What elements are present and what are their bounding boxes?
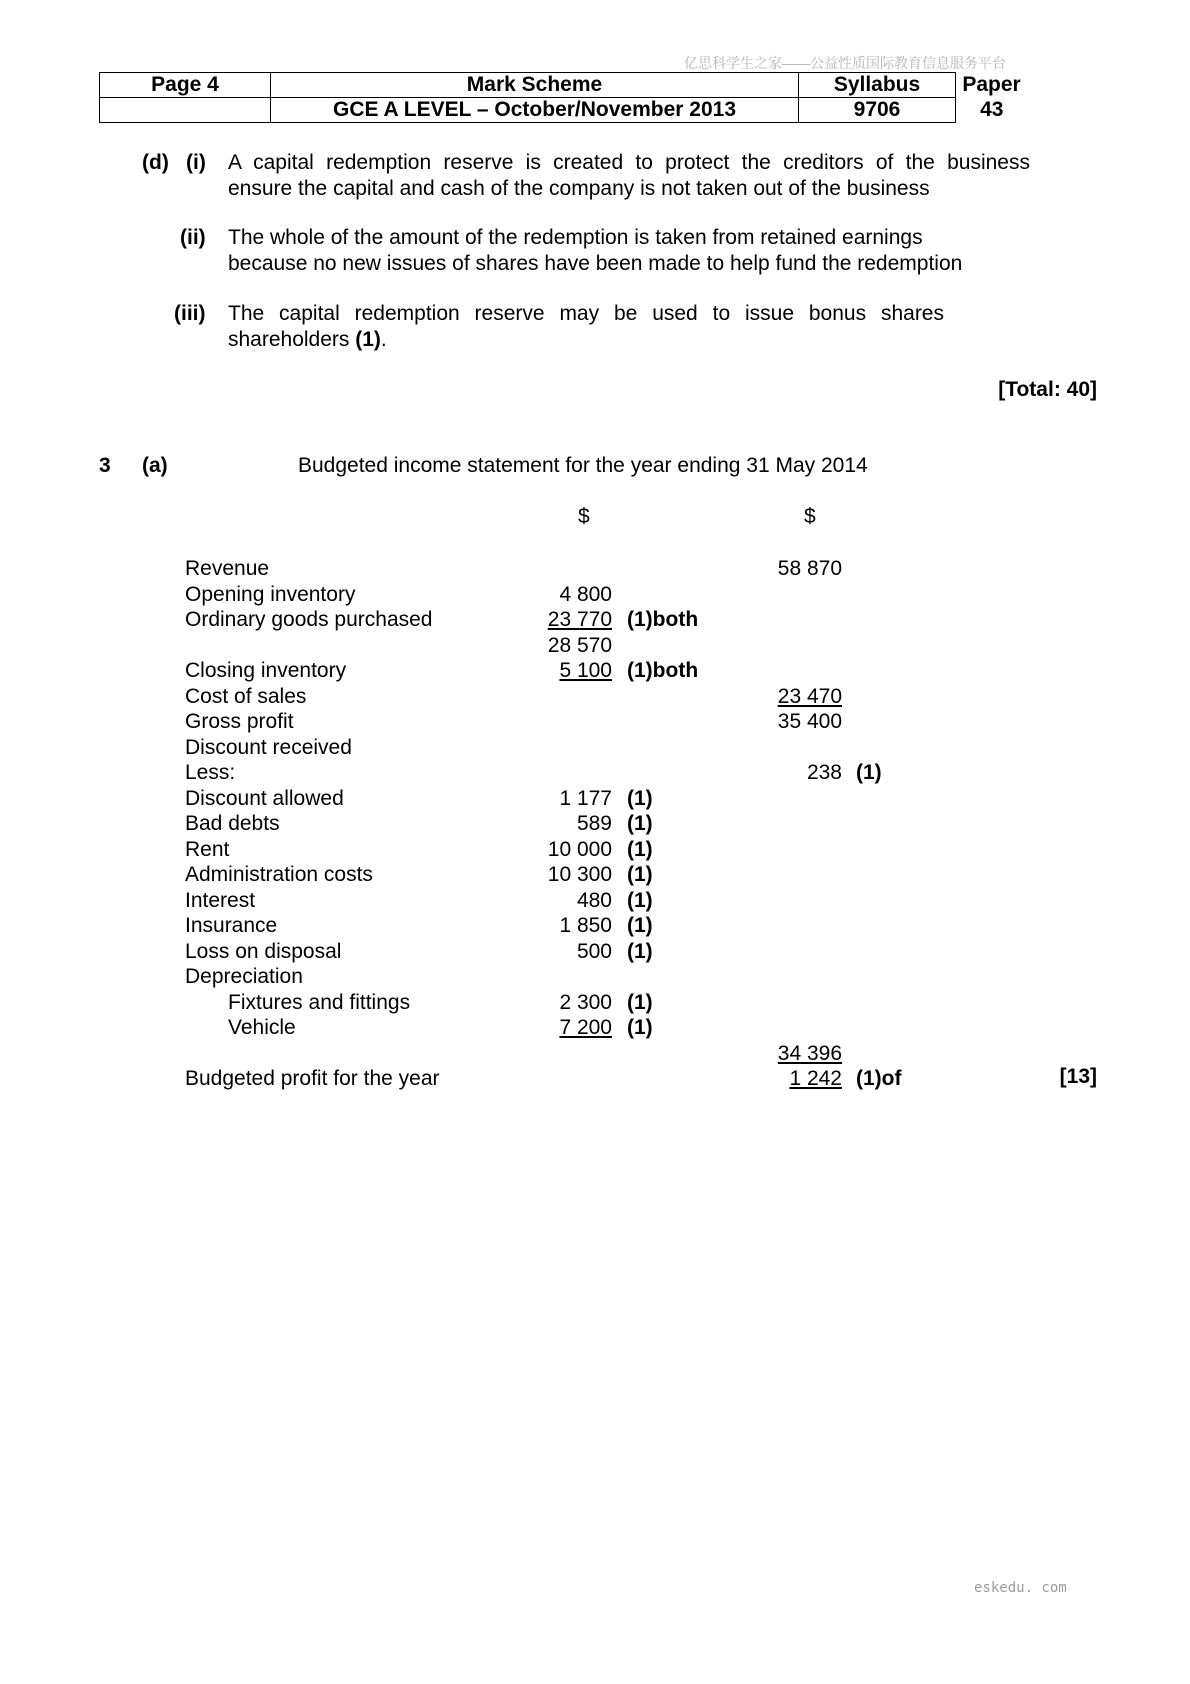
row-value-col2: 35 400 xyxy=(777,710,842,733)
statement-row xyxy=(0,658,1190,684)
row-value-col1: 589 xyxy=(576,812,612,835)
statement-row xyxy=(0,709,1190,735)
statement-row xyxy=(0,964,1190,990)
question-3-number: 3 xyxy=(99,454,111,477)
statement-row xyxy=(0,684,1190,710)
statement-title: Budgeted income statement for the year ending 31 May 2014 xyxy=(298,454,868,477)
row-label: Loss on disposal xyxy=(185,940,342,963)
row-label: Gross profit xyxy=(185,710,294,733)
statement-row xyxy=(0,735,1190,761)
row-label: Bad debts xyxy=(185,812,280,835)
row-label: Rent xyxy=(185,838,230,861)
row-value-col2: 34 396 xyxy=(777,1042,842,1065)
header-table xyxy=(99,72,1028,123)
statement-row xyxy=(0,582,1190,608)
statement-row xyxy=(0,811,1190,837)
row-value-col1: 10 000 xyxy=(547,838,612,861)
part-d-iii-period: . xyxy=(380,328,387,351)
row-value-col1: 23 770 xyxy=(547,608,612,631)
statement-row xyxy=(0,607,1190,633)
part-d-iii-line2 xyxy=(228,327,944,353)
header-paper-number: 43 xyxy=(980,98,1004,121)
header-title: Mark Scheme xyxy=(271,73,799,98)
statement-row xyxy=(0,1015,1190,1041)
row-mark-col2: (1) xyxy=(856,761,882,784)
row-label: Revenue xyxy=(185,557,270,580)
row-value-col1: 480 xyxy=(576,889,612,912)
row-value-col1: 5 100 xyxy=(559,659,612,682)
row-label: Insurance xyxy=(185,914,278,937)
header-syllabus-label: Syllabus xyxy=(799,73,956,98)
row-label: Discount received xyxy=(185,736,352,759)
statement-row xyxy=(0,913,1190,939)
row-mark-col1: (1) xyxy=(627,838,653,861)
part-d-i-text xyxy=(228,150,1030,202)
part-d-iii-text xyxy=(228,301,944,353)
statement-row xyxy=(0,633,1190,659)
row-mark-col1: (1) xyxy=(627,914,653,937)
watermark-text: 亿思科学生之家——公益性质国际教育信息服务平台 xyxy=(684,55,1006,71)
row-label: Administration costs xyxy=(185,863,373,886)
statement-row xyxy=(0,888,1190,914)
row-label: Interest xyxy=(185,889,256,912)
part-d-i-label: (i) xyxy=(186,151,206,174)
part-d-ii-line2: because no new issues of shares have been made to help fund the redemption xyxy=(228,252,963,275)
statement-row xyxy=(0,786,1190,812)
row-value-col1: 28 570 xyxy=(547,634,612,657)
row-value-col2: 238 xyxy=(806,761,842,784)
part-d-i-line1: A capital redemption reserve is created to protect the creditors of the business xyxy=(228,151,1030,174)
header-page: Page 4 xyxy=(100,73,271,98)
statement-row xyxy=(0,990,1190,1016)
statement-row xyxy=(0,837,1190,863)
row-value-col1: 2 300 xyxy=(559,991,612,1014)
part-d-ii-line1: The whole of the amount of the redemption is taken from retained earnings xyxy=(228,226,923,249)
statement-row xyxy=(0,1066,1190,1092)
row-mark-col1: (1) xyxy=(627,1016,653,1039)
row-label: Fixtures and fittings xyxy=(228,991,411,1014)
row-label: Depreciation xyxy=(185,965,303,988)
row-value-col1: 4 800 xyxy=(559,583,612,606)
statement-row xyxy=(0,760,1190,786)
row-label: Cost of sales xyxy=(185,685,307,708)
part-d-iii-line2-text: shareholders xyxy=(228,328,350,351)
row-mark-col1: (1) xyxy=(627,940,653,963)
row-label: Discount allowed xyxy=(185,787,344,810)
row-value-col1: 500 xyxy=(576,940,612,963)
row-label: Opening inventory xyxy=(185,583,356,606)
currency-header-col1: $ xyxy=(578,505,590,528)
part-d-ii-text xyxy=(228,225,1030,277)
row-label: Budgeted profit for the year xyxy=(185,1067,440,1090)
row-value-col1: 1 177 xyxy=(559,787,612,810)
part-d-ii-label: (ii) xyxy=(180,226,206,249)
statement-row xyxy=(0,862,1190,888)
part-d-label: (d) xyxy=(142,151,169,174)
statement-row xyxy=(0,1041,1190,1067)
row-label: Less: xyxy=(185,761,236,784)
statement-row xyxy=(0,939,1190,965)
row-label: Closing inventory xyxy=(185,659,347,682)
row-mark-col2: (1)of xyxy=(856,1067,902,1090)
part-d-iii-line1: The capital redemption reserve may be used to issue bonus shares xyxy=(228,302,944,325)
row-value-col2: 58 870 xyxy=(777,557,842,580)
row-value-col2: 1 242 xyxy=(789,1067,842,1090)
row-value-col1: 10 300 xyxy=(547,863,612,886)
row-mark-col1: (1) xyxy=(627,812,653,835)
row-mark-col1: (1) xyxy=(627,889,653,912)
row-mark-col1: (1)both xyxy=(627,659,699,682)
row-mark-col1: (1) xyxy=(627,863,653,886)
question-total: [Total: 40] xyxy=(998,378,1097,401)
part-d-i-line2: ensure the capital and cash of the company is not taken out of the business xyxy=(228,177,930,200)
row-label: Vehicle xyxy=(228,1016,296,1039)
header-syllabus-code: 9706 xyxy=(799,98,956,123)
header-blank-cell xyxy=(100,98,271,123)
currency-header-col2: $ xyxy=(804,505,816,528)
row-mark-col1: (1) xyxy=(627,991,653,1014)
row-value-col1: 7 200 xyxy=(559,1016,612,1039)
statement-row xyxy=(0,556,1190,582)
row-mark-col1: (1) xyxy=(627,787,653,810)
row-value-col2: 23 470 xyxy=(777,685,842,708)
part-d-iii-mark: (1) xyxy=(355,328,381,351)
row-value-col1: 1 850 xyxy=(559,914,612,937)
row-mark-col1: (1)both xyxy=(627,608,699,631)
header-paper-label: Paper xyxy=(962,73,1021,96)
question-3a-marks: [13] xyxy=(1059,1065,1097,1088)
question-3-part-label: (a) xyxy=(142,454,168,477)
footer-watermark: eskedu. com xyxy=(974,1580,1067,1596)
header-exam: GCE A LEVEL – October/November 2013 xyxy=(271,98,799,123)
row-label: Ordinary goods purchased xyxy=(185,608,433,631)
part-d-iii-label: (iii) xyxy=(174,302,206,325)
